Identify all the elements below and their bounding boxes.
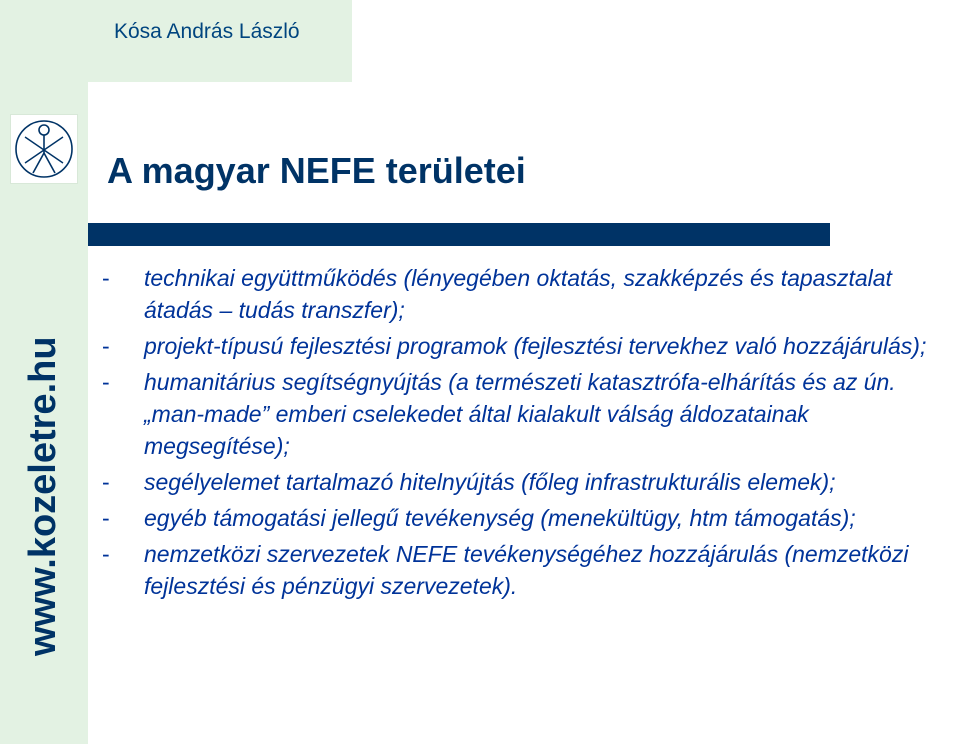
page-title: A magyar NEFE területei	[107, 150, 526, 191]
bullet-text: humanitárius segítségnyújtás (a természeti katasztrófa-elhárítás és az ún. „man-made” emberi cselekedet által kialakult válság áldozatainak megsegítése);	[144, 369, 896, 459]
watermark-text: www.kozeletre.hu	[22, 336, 64, 656]
bullet-text: technikai együttműködés (lényegében oktatás, szakképzés és tapasztalat átadás – tudás transzfer);	[144, 265, 892, 323]
list-item	[102, 330, 960, 362]
list-item	[102, 466, 960, 498]
bullet-text: segélyelemet tartalmazó hitelnyújtás (főleg infrastrukturális elemek);	[144, 469, 836, 495]
bullet-list	[102, 262, 960, 602]
author-name: Kósa András László	[114, 20, 300, 43]
bullet-dash: -	[102, 333, 110, 359]
list-item	[102, 366, 960, 462]
bullet-dash: -	[102, 265, 110, 291]
logo	[10, 114, 78, 184]
bullet-text: nemzetközi szervezetek NEFE tevékenységéhez hozzájárulás (nemzetközi fejlesztési és pénzügyi szervezetek).	[144, 541, 909, 599]
bullet-dash: -	[102, 469, 110, 495]
list-item	[102, 538, 960, 602]
watermark-url	[9, 330, 67, 660]
bullet-dash: -	[102, 369, 110, 395]
bullet-dash: -	[102, 505, 110, 531]
title-underline-bar	[88, 223, 830, 246]
bullet-text: projekt-típusú fejlesztési programok (fejlesztési tervekhez való hozzájárulás);	[144, 333, 927, 359]
list-item	[102, 262, 960, 326]
bullet-dash: -	[102, 541, 110, 567]
bullet-text: egyéb támogatási jellegű tevékenység (menekültügy, htm támogatás);	[144, 505, 856, 531]
list-item	[102, 502, 960, 534]
stick-figure-circle-icon	[11, 115, 77, 183]
